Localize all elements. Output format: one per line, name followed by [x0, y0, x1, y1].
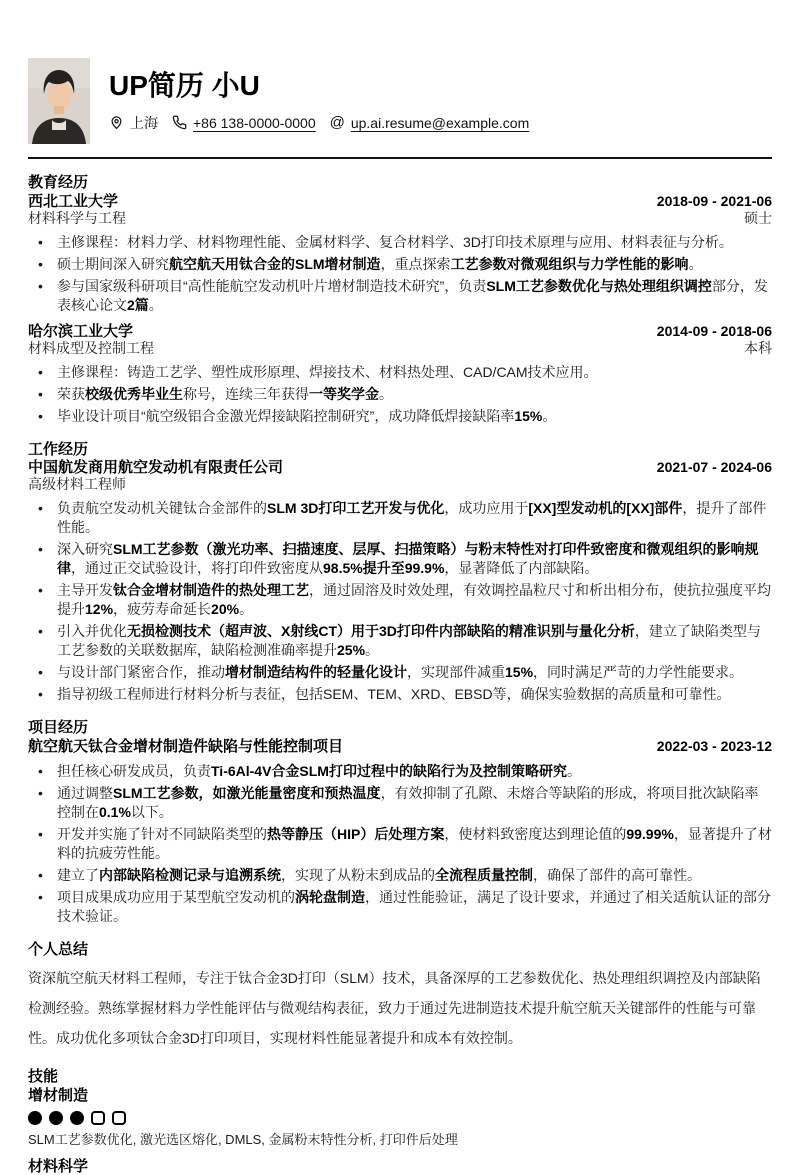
bullet-bold-run: 工艺参数对微观组织与力学性能的影响 [450, 255, 689, 272]
bullet-text-run: 。 [566, 762, 581, 779]
bullet-bold-run: SLM工艺参数，如激光能量密度和预热温度 [113, 784, 381, 801]
bullet-bold-run: 0.1% [99, 803, 131, 820]
section-projects [28, 720, 772, 926]
bullet-text-run: ，成功应用于 [444, 500, 529, 516]
section-work [28, 442, 772, 705]
at-icon: @ [329, 114, 345, 132]
entry [28, 193, 772, 315]
bullet-item [28, 581, 772, 619]
bullet-text-run: 。 [688, 255, 703, 272]
bullet-bold-run: Ti-6Al-4V合金SLM打印过程中的缺陷行为及控制策略研究 [211, 762, 567, 779]
bullet-bold-run: SLM工艺参数优化与热处理组织调控 [486, 277, 712, 294]
bullet-text-run: 称号，连续三年获得 [183, 385, 309, 402]
resume-header [28, 58, 772, 144]
profile-photo [28, 58, 90, 144]
entry-date: 2018-09 - 2021-06 [656, 192, 772, 209]
bullet-text-run: 硕士期间深入研究 [57, 255, 169, 272]
map-pin-icon [109, 115, 124, 130]
bullet-text-run: 引入并优化 [57, 623, 127, 639]
entry [28, 323, 772, 426]
bullet-item [28, 499, 772, 537]
contact-row [109, 113, 543, 133]
entry-date: 2022-03 - 2023-12 [656, 737, 772, 754]
bullet-list [28, 363, 772, 426]
bullet-text-run: 负责航空发动机关键钛合金部件的 [57, 500, 267, 516]
bullet-bold-run: 热等静压（HIP）后处理方案 [267, 825, 445, 842]
bullet-bold-run: 20% [211, 601, 240, 617]
section-title: 个人总结 [28, 940, 89, 958]
bullet-list [28, 762, 772, 926]
location-text: 上海 [130, 114, 158, 131]
bullet-list [28, 499, 772, 704]
entry-sub-row [28, 340, 772, 356]
bullet-item [28, 825, 772, 863]
location-group [109, 113, 158, 133]
bullet-item [28, 540, 772, 578]
entry-heading: 航空航天钛合金增材制造件缺陷与性能控制项目 [28, 737, 344, 755]
skill-group-name: 增材制造 [28, 1086, 89, 1104]
entry-heading: 哈尔滨工业大学 [28, 322, 134, 340]
bullet-bold-run: 2篇 [127, 296, 149, 313]
entry-heading: 中国航发商用航空发动机有限责任公司 [28, 459, 284, 476]
bullet-item [28, 407, 772, 426]
bullet-text-run: ，重点探索 [380, 255, 451, 272]
section-title: 教育经历 [28, 174, 89, 191]
bullet-bold-run: 15% [514, 407, 543, 424]
entry [28, 459, 772, 704]
bullet-bold-run: 一等奖学金 [309, 385, 379, 402]
rating-dot-filled [49, 1111, 63, 1125]
phone-group [172, 115, 316, 131]
bullet-text-run: 开发并实施了针对不同缺陷类型的 [57, 825, 267, 842]
bullet-text-run: ，实现部件减重 [407, 664, 505, 680]
section-summary [28, 942, 772, 1054]
bullet-item [28, 762, 772, 781]
entry-subheading: 材料成型及控制工程 [28, 339, 154, 356]
bullet-text-run: 部分，发表核心论文 [57, 277, 768, 313]
rating-dot-empty [91, 1111, 105, 1125]
entry-date: 2021-07 - 2024-06 [656, 459, 772, 475]
bullet-bold-run: 航空航天用钛合金的SLM增材制造 [169, 255, 381, 272]
bullet-text-run: 。 [239, 601, 254, 617]
bullet-text-run: ，提升了部件性能。 [57, 500, 767, 535]
header-divider [28, 157, 772, 159]
entry-date: 2014-09 - 2018-06 [656, 322, 772, 339]
bullet-text-run: 以下。 [130, 803, 173, 820]
rating-dot-filled [28, 1111, 42, 1125]
entry-header-row [28, 459, 772, 476]
candidate-name: UP简历 小U [109, 70, 260, 102]
bullet-text-run: ，实现了从粉末到成品的 [281, 866, 435, 883]
bullet-bold-run: 校级优秀毕业生 [85, 385, 183, 402]
section-skills [28, 1069, 772, 1175]
email-group [330, 115, 530, 131]
bullet-item [28, 663, 772, 682]
phone-icon [172, 115, 187, 130]
bullet-bold-run: SLM工艺参数（激光功率、扫描速度、层厚、扫描策略）与粉末特性对打印件致密度和微观组织的影响规律 [57, 541, 759, 576]
bullet-text-run: 荣获 [57, 385, 85, 402]
bullet-item [28, 255, 772, 274]
bullet-text-run: 主导开发 [57, 582, 113, 598]
bullet-item [28, 277, 772, 315]
bullet-text-run: 主修课程：材料力学、材料物理性能、金属材料学、复合材料学、3D打印技术原理与应用、材料表征与分析。 [57, 233, 733, 250]
bullet-text-run: 担任核心研发成员，负责 [57, 762, 211, 779]
bullet-bold-run: 涡轮盘制造 [295, 888, 365, 905]
bullet-bold-run: 25% [337, 642, 366, 658]
skill-group [28, 1159, 772, 1175]
bullet-list [28, 233, 772, 315]
bullet-text-run: ，显著降低了内部缺陷。 [444, 560, 599, 576]
bullet-bold-run: 无损检测技术（超声波、X射线CT）用于3D打印件内部缺陷的精准识别与量化分析 [127, 623, 635, 639]
bullet-text-run: ，疲劳寿命延长 [113, 601, 212, 617]
bullet-text-run: 。 [542, 407, 557, 424]
bullet-text-run: 指导初级工程师进行材料分析与表征，包括SEM、TEM、XRD、EBSD等，确保实验数据的高质量和可靠性。 [57, 686, 731, 702]
summary-paragraph: 资深航空航天材料工程师，专注于钛合金3D打印（SLM）技术，具备深厚的工艺参数优化、热处理组织调控及内部缺陷检测经验。熟练掌握材料力学性能评估与微观结构表征，致力于通过先进制造技术提升航空航天关键部件的性能与可靠性。成功优化多项钛合金3D打印项目，实现材料性能显著提升和成本有效控制。 [28, 970, 761, 1046]
bullet-item [28, 233, 772, 252]
entry-header-row [28, 193, 772, 210]
section-education [28, 175, 772, 426]
entry-heading: 西北工业大学 [28, 192, 119, 210]
bullet-text-run: 主修课程：铸造工艺学、塑性成形原理、焊接技术、材料热处理、CAD/CAM技术应用。 [57, 363, 598, 380]
entry [28, 738, 772, 926]
phone-link[interactable]: +86 138-0000-0000 [193, 114, 316, 131]
bullet-text-run: 深入研究 [57, 541, 113, 557]
bullet-bold-run: 98.5%提升至99.9% [323, 560, 445, 576]
bullet-bold-run: 内部缺陷检测记录与追溯系统 [99, 866, 281, 883]
bullet-text-run: 项目成果成功应用于某型航空发动机的 [57, 888, 295, 905]
entry-header-row [28, 738, 772, 755]
bullet-text-run: ，同时满足严苛的力学性能要求。 [533, 664, 744, 680]
bullet-text-run: 与设计部门紧密合作，推动 [57, 664, 225, 680]
bullet-item [28, 385, 772, 404]
bullet-text-run: ，通过固溶及时效处理，有效调控晶粒尺寸和析出相分布，使抗拉强度平均提升 [57, 582, 771, 617]
skill-rating [28, 1111, 772, 1125]
skill-items: SLM工艺参数优化, 激光选区熔化, DMLS, 金属粉末特性分析, 打印件后处理 [28, 1131, 458, 1147]
section-title: 技能 [28, 1068, 59, 1085]
bullet-text-run: 。 [365, 642, 380, 658]
bullet-bold-run: 增材制造结构件的轻量化设计 [225, 664, 407, 680]
section-title: 工作经历 [28, 440, 89, 458]
bullet-bold-run: 全流程质量控制 [435, 866, 533, 883]
entry-sub-row [28, 210, 772, 226]
bullet-text-run: 。 [379, 385, 393, 402]
bullet-item [28, 363, 772, 382]
skill-group [28, 1088, 772, 1148]
bullet-text-run: 参与国家级科研项目“高性能航空发动机叶片增材制造技术研究”，负责 [57, 277, 487, 294]
bullet-text-run: ，确保了部件的高可靠性。 [533, 866, 701, 883]
bullet-text-run: 通过调整 [57, 784, 113, 801]
bullet-text-run: ，有效抑制了孔隙、未熔合等缺陷的形成，将项目批次缺陷率控制在 [57, 784, 759, 820]
bullet-text-run: ，通过性能验证，满足了设计要求，并通过了相关适航认证的部分技术验证。 [57, 888, 771, 924]
rating-dot-empty [112, 1111, 126, 1125]
bullet-text-run: ，通过正交试验设计，将打印件致密度从 [71, 560, 323, 576]
rating-dot-filled [70, 1111, 84, 1125]
bullet-bold-run: 99.99% [626, 825, 674, 842]
section-title: 项目经历 [28, 719, 89, 736]
bullet-bold-run: [XX]型发动机的[XX]部件 [528, 500, 683, 516]
bullet-item [28, 866, 772, 885]
profile-photo-image [28, 58, 90, 144]
bullet-item [28, 888, 772, 926]
bullet-text-run: ，建立了缺陷类型与工艺参数的关联数据库，缺陷检测准确率提升 [57, 623, 761, 658]
bullet-text-run: ，显著提升了材料的抗疲劳性能。 [57, 825, 772, 861]
bullet-item [28, 685, 772, 704]
entry-subright: 硕士 [744, 209, 772, 226]
bullet-text-run: ，使材料致密度达到理论值的 [444, 825, 627, 842]
bullet-text-run: 建立了 [57, 866, 99, 883]
bullet-bold-run: 钛合金增材制造件的热处理工艺 [113, 582, 309, 598]
entry-sub-row [28, 476, 772, 492]
identity-block [109, 69, 543, 132]
bullet-item [28, 622, 772, 660]
email-link[interactable]: up.ai.resume@example.com [350, 114, 530, 131]
bullet-bold-run: SLM 3D打印工艺开发与优化 [267, 500, 445, 516]
bullet-text-run: 毕业设计项目“航空级铝合金激光焊接缺陷控制研究”，成功降低焊接缺陷率 [57, 407, 515, 424]
entry-subright: 本科 [744, 339, 772, 356]
bullet-bold-run: 12% [85, 601, 114, 617]
resume-body [28, 175, 772, 1175]
entry-subheading: 高级材料工程师 [28, 476, 126, 492]
entry-subheading: 材料科学与工程 [28, 209, 126, 226]
entry-header-row [28, 323, 772, 340]
bullet-text-run: 。 [148, 296, 163, 313]
bullet-bold-run: 15% [505, 664, 534, 680]
skill-group-name: 材料科学 [28, 1157, 89, 1175]
bullet-item [28, 784, 772, 822]
